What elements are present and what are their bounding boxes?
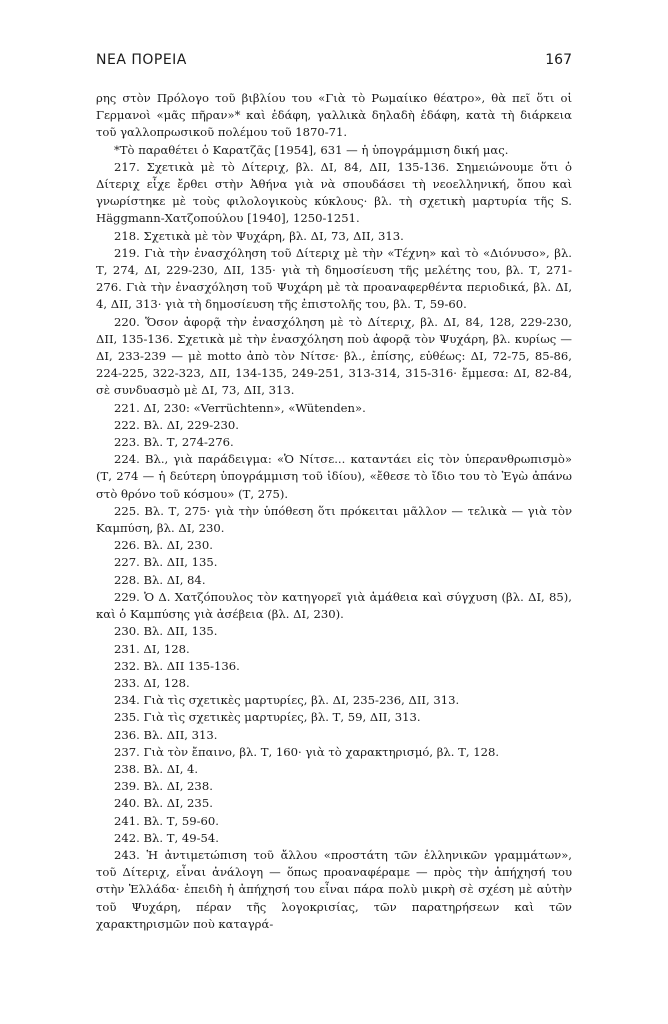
note-paragraph: 235. Γιὰ τὶς σχετικὲς μαρτυρίες, βλ. Τ, 59, ΔΙΙ, 313. xyxy=(114,710,421,725)
note-paragraph: 237. Γιὰ τὸν ἔπαινο, βλ. Τ, 160· γιὰ τὸ χαρακτηρισμό, βλ. Τ, 128. xyxy=(114,744,500,759)
journal-title: ΝΕΑ ΠΟΡΕΙΑ xyxy=(96,52,187,68)
note-paragraph: 227. Βλ. ΔΙΙ, 135. xyxy=(114,555,218,570)
note-paragraph: 236. Βλ. ΔΙΙ, 313. xyxy=(114,727,218,742)
note-paragraph: 224. Βλ., γιὰ παράδειγμα: «Ὁ Νίτσε... καταντάει εἰς τὸν ὑπερανθρωπισμὸ» (Τ, 274 — ἡ δεύτερη ὑπογράμμιση τοῦ ἰδίου), «ἔθεσε τὸ ἴδιο του τὸ Ἐγὼ ἀπάνω στὸ θρόνο τοῦ κόσμου» (Τ, 275). xyxy=(96,452,572,501)
note-paragraph: 223. Βλ. Τ, 274-276. xyxy=(114,435,234,450)
running-header xyxy=(96,52,572,68)
notes-body xyxy=(96,90,572,933)
note-paragraph: 228. Βλ. ΔΙ, 84. xyxy=(114,572,206,587)
note-paragraph: 219. Γιὰ τὴν ἐνασχόληση τοῦ Δίτεριχ μὲ τὴν «Τέχνη» καὶ τὸ «Διόνυσο», βλ. Τ, 274, ΔΙ, 229-230, ΔΙΙ, 135· γιὰ τὴ δημοσίευση τῆς μελέτης του, βλ. Τ, 271-276. Γιὰ τὴν ἐνασχόληση τοῦ Ψυχάρη μὲ τὰ προαναφερθέντα περιοδικά, βλ. ΔΙ, 4, ΔΙΙ, 313· γιὰ τὴ δημοσίευση τῆς ἐπιστολῆς του, βλ. Τ, 59-60. xyxy=(96,245,572,312)
note-paragraph: ρης στὸν Πρόλογο τοῦ βιβλίου του «Γιὰ τὸ Ρωμαίικο θέατρο», θὰ πεῖ ὅτι οἱ Γερμανοὶ «μᾶς πῆραν»* καὶ ἐδάφη, γαλλικὰ δηλαδὴ ἐδάφη, κατὰ τὴ διάρκεια τοῦ γαλλοπρωσικοῦ πολέμου τοῦ 1870-71. xyxy=(96,91,572,140)
note-paragraph: 226. Βλ. ΔΙ, 230. xyxy=(114,538,213,553)
note-paragraph: 225. Βλ. Τ, 275· γιὰ τὴν ὑπόθεση ὅτι πρόκειται μᾶλλον — τελικὰ — γιὰ τὸν Καμπύση, βλ. ΔΙ, 230. xyxy=(96,503,572,536)
note-paragraph: 229. Ὁ Δ. Χατζόπουλος τὸν κατηγορεῖ γιὰ ἀμάθεια καὶ σύγχυση (βλ. ΔΙ, 85), καὶ ὁ Καμπύσης γιὰ ἀσέβεια (βλ. ΔΙ, 230). xyxy=(96,589,572,622)
note-paragraph: 218. Σχετικὰ μὲ τὸν Ψυχάρη, βλ. ΔΙ, 73, ΔΙΙ, 313. xyxy=(114,228,404,243)
note-paragraph: 233. ΔΙ, 128. xyxy=(114,675,190,690)
note-paragraph: 243. Ἡ ἀντιμετώπιση τοῦ ἄλλου «προστάτη τῶν ἑλληνικῶν γραμμάτων», τοῦ Δίτεριχ, εἶναι ἀνάλογη — ὅπως προαναφέραμε — πρὸς τὴν ἀπήχησή του στὴν Ἑλλάδα· ἐπειδὴ ἡ ἀπήχησή του εἶναι πάρα πολὺ μικρὴ σὲ σχέση μὲ αὐτὴν τοῦ Ψυχάρη, πέραν τῆς λογοκρισίας, τῶν παρατηρήσεων καὶ τῶν χαρακτηρισμῶν ποὺ καταγρά- xyxy=(96,847,572,931)
note-paragraph: 232. Βλ. ΔΙΙ 135-136. xyxy=(114,658,240,673)
note-paragraph: 238. Βλ. ΔΙ, 4. xyxy=(114,761,199,776)
page-number: 167 xyxy=(545,52,572,68)
note-paragraph: 220. Ὅσον ἀφορᾷ τὴν ἐνασχόληση μὲ τὸ Δίτεριχ, βλ. ΔΙ, 84, 128, 229-230, ΔΙΙ, 135-136. Σχετικὰ μὲ τὴν ἐνασχόληση ποὺ ἀφορᾷ τὸν Ψυχάρη, βλ. κυρίως — ΔΙ, 233-239 — μὲ motto ἀπὸ τὸν Νίτσε· βλ., ἐπίσης, εὐθέως: ΔΙ, 72-75, 85-86, 224-225, 322-323, ΔΙΙ, 134-135, 249-251, 313-314, 315-316· ἔμμεσα: ΔΙ, 82-84, σὲ συνδυασμὸ μὲ ΔΙ, 73, ΔΙΙ, 313. xyxy=(96,314,572,398)
note-paragraph: 231. ΔΙ, 128. xyxy=(114,641,190,656)
note-paragraph: 222. Βλ. ΔΙ, 229-230. xyxy=(114,417,239,432)
note-paragraph: 217. Σχετικὰ μὲ τὸ Δίτεριχ, βλ. ΔΙ, 84, ΔΙΙ, 135-136. Σημειώνουμε ὅτι ὁ Δίτεριχ εἶχε ἔρθει στὴν Ἀθήνα γιὰ νὰ σπουδάσει τὴ νεοελληνική, ὅπου καὶ γνωρίστηκε μὲ τοὺς φιλολογικοὺς κύκλους· βλ. τὴ σχετικὴ μαρτυρία τῆς S. Häggmann-Χατζοπούλου [1940], 1250-1251. xyxy=(96,159,572,226)
note-paragraph: 230. Βλ. ΔΙΙ, 135. xyxy=(114,624,218,639)
note-paragraph: 240. Βλ. ΔΙ, 235. xyxy=(114,796,213,811)
note-paragraph: 239. Βλ. ΔΙ, 238. xyxy=(114,779,213,794)
note-paragraph: *Τὸ παραθέτει ὁ Καρατζᾶς [1954], 631 — ἡ ὑπογράμμιση δική μας. xyxy=(114,142,509,157)
note-paragraph: 221. ΔΙ, 230: «Verrüchtenn», «Wütenden». xyxy=(114,400,366,415)
note-paragraph: 234. Γιὰ τὶς σχετικὲς μαρτυρίες, βλ. ΔΙ, 235-236, ΔΙΙ, 313. xyxy=(114,693,460,708)
note-paragraph: 241. Βλ. Τ, 59-60. xyxy=(114,813,219,828)
note-paragraph: 242. Βλ. Τ, 49-54. xyxy=(114,830,219,845)
